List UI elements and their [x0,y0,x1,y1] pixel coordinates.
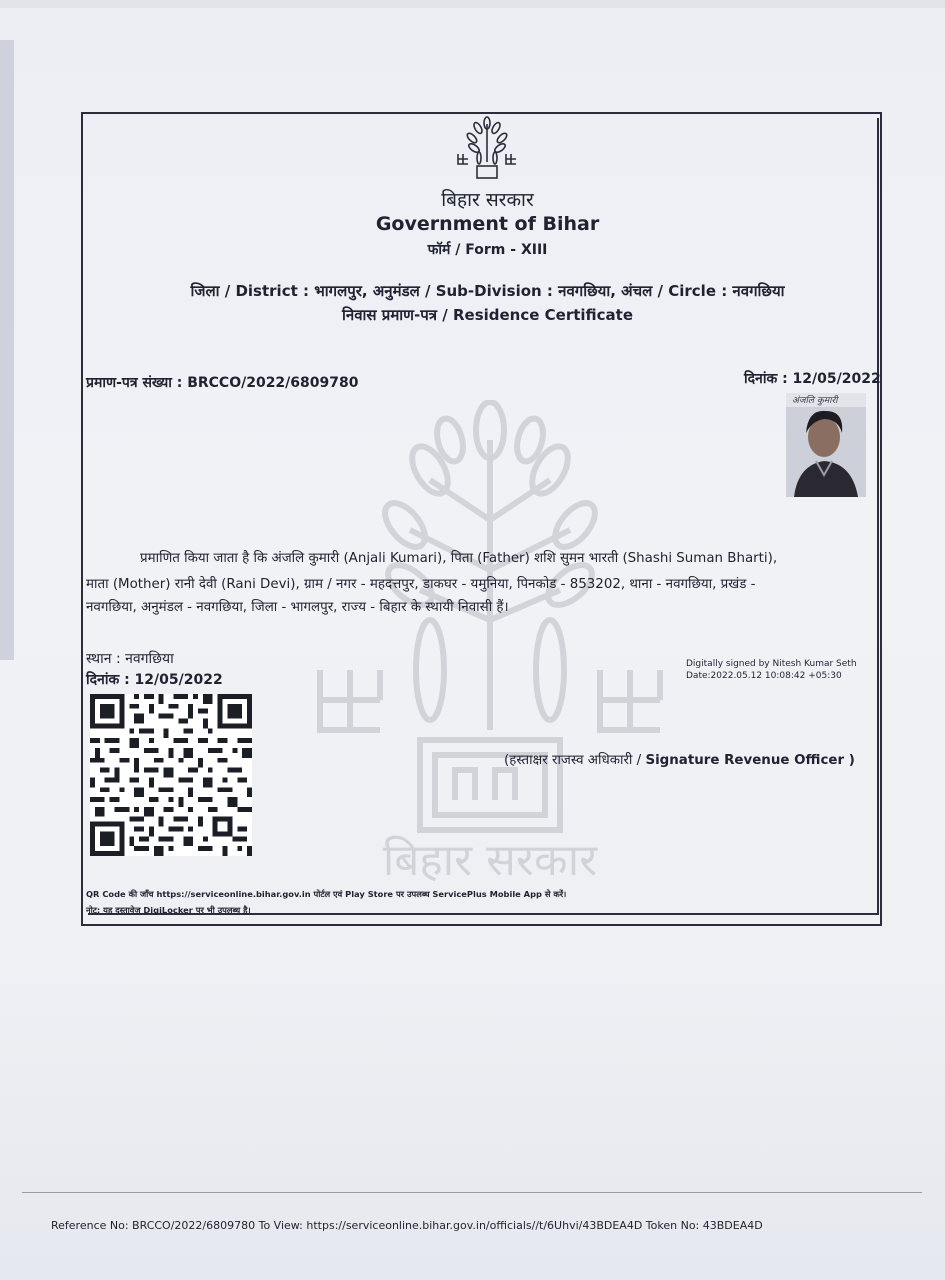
signature-english-label: Signature Revenue Officer ) [645,753,855,768]
place: स्थान : नवगछिया [86,651,174,667]
signature-hindi-label: (हस्ताक्षर राजस्व अधिकारी / [504,753,646,768]
watermark-text: बिहार सरकार [382,835,598,886]
body-line-3: नवगछिया, अनुमंडल - नवगछिया, जिला - भागलपुर, राज्य - बिहार के स्थायी निवासी हैं। [86,600,509,615]
body-line-2: माता (Mother) रानी देवी (Rani Devi), ग्राम / नगर - महदत्तपुर, डाकघर - यमुनिया, पिनकोड - 853202, थाना - नवगछिया, प्रखंड - [86,577,756,592]
footer-reference: Reference No: BRCCO/2022/6809780 To View: https://serviceonline.bihar.gov.in/officials//t/6Uhvi/43BDEA4D Token No: 43BDEA4D [51,1219,763,1232]
issue-date: दिनांक : 12/05/2022 [86,672,223,688]
footer-divider [22,1192,922,1193]
qr-verification-note: QR Code की जाँच https://serviceonline.bihar.gov.in पोर्टल एवं Play Store पर उपलब्ध ServicePlus Mobile App से करें। [86,889,567,899]
digital-signature-line-1: Digitally signed by Nitesh Kumar Seth [686,659,857,669]
paper-left-edge [0,40,14,660]
photo-signature: अंजलि कुमारी [792,396,838,406]
applicant-portrait-icon [786,393,866,497]
header-title: Government of Bihar [375,213,600,235]
form-number: फॉर्म / Form - XIII [427,242,548,258]
location-line: जिला / District : भागलपुर, अनुमंडल / Sub-Division : नवगछिया, अंचल / Circle : नवगछिया [190,282,785,300]
certificate-type: निवास प्रमाण-पत्र / Residence Certificate [341,306,634,324]
digilocker-note: नोट: यह दस्तावेज DigiLocker पर भी उपलब्ध है। [86,905,251,915]
signature-label [504,750,855,768]
digital-signature-line-2: Date:2022.05.12 10:08:42 +05:30 [686,671,842,681]
applicant-photo [786,393,866,497]
bihar-emblem-icon [452,116,522,186]
qr-code-icon[interactable] [90,694,252,856]
body-line-1: प्रमाणित किया जाता है कि अंजलि कुमारी (Anjali Kumari), पिता (Father) शशि सुमन भारती (Shashi Suman Bharti), [140,551,778,566]
certificate-date: दिनांक : 12/05/2022 [744,371,881,387]
certificate-number: प्रमाण-पत्र संख्या : BRCCO/2022/6809780 [86,375,359,391]
header-hindi-title: बिहार सरकार [441,189,534,211]
paper-top-edge [0,0,945,8]
